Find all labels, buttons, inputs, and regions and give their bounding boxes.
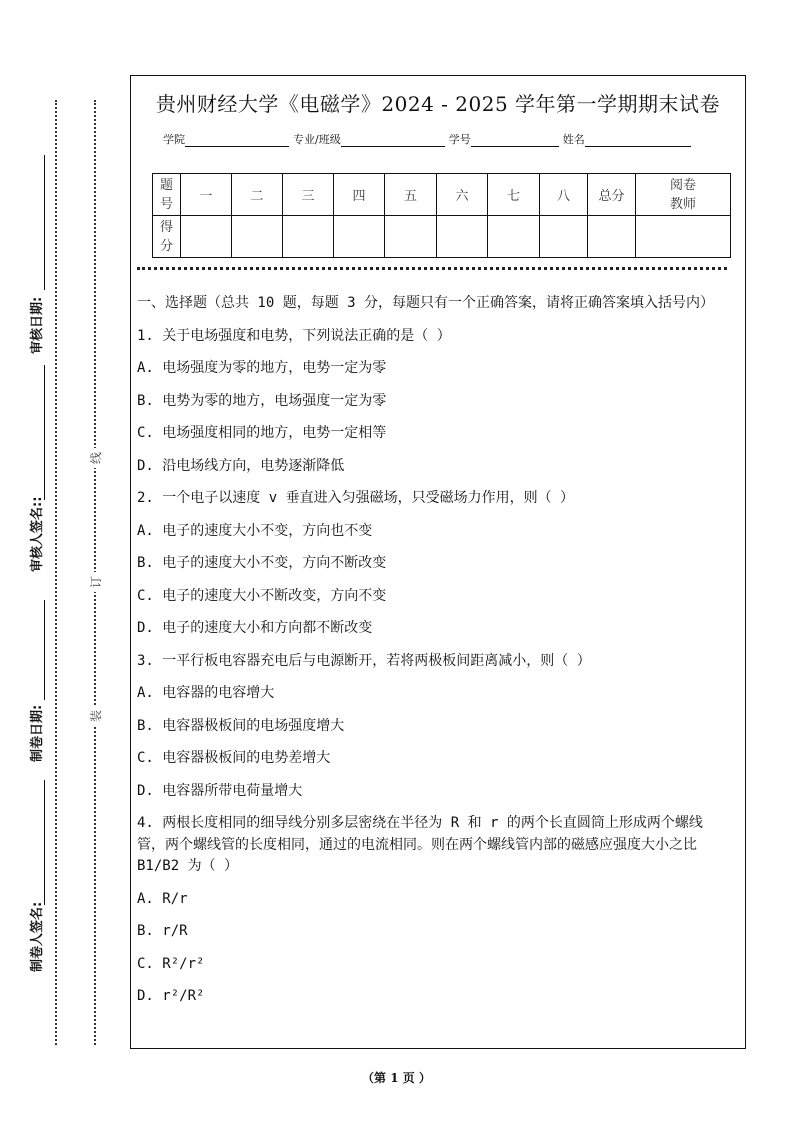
exam-title: 贵州财经大学《电磁学》2024 - 2025 学年第一学期期末试卷 <box>155 92 721 116</box>
separator-dotted-line <box>137 267 727 270</box>
questions-section <box>137 293 729 1019</box>
option: A. 电场强度为零的地方，电势一定为零 <box>137 360 387 376</box>
col-total: 总分 <box>588 174 636 216</box>
setter-signature-line <box>44 780 45 905</box>
score-table-score-row <box>153 216 731 258</box>
binding-char-line: 线 <box>86 448 106 468</box>
score-cell[interactable] <box>540 216 588 258</box>
score-cell[interactable] <box>437 216 488 258</box>
setter-date-label: 制卷日期: <box>30 704 45 762</box>
student-id-label: 学号 <box>448 133 471 146</box>
score-cell[interactable] <box>385 216 437 258</box>
question-stem: 2. 一个电子以速度 v 垂直进入匀强磁场，只受磁场力作用，则（ ） <box>137 490 574 506</box>
section-heading: 一、选择题（总共 10 题，每题 3 分，每题只有一个正确答案，请将正确答案填入括号内） <box>137 295 714 311</box>
reviewer-signature-label: 审核人签名:: <box>30 496 45 572</box>
page-number: （第 1 页 ） <box>362 1071 431 1085</box>
score-cell[interactable] <box>232 216 283 258</box>
question-stem: 4. 两根长度相同的细导线分别多层密绕在半径为 R 和 r 的两个长直圆筒上形成两个螺线管，两个螺线管的长度相同，通过的电流相同。则在两个螺线管内部的磁感应强度大小之比 B1/B2 为（ ） <box>137 815 703 874</box>
option: A. R/r <box>137 890 188 907</box>
option: C. 电容器极板间的电势差增大 <box>137 750 331 766</box>
name-label: 姓名 <box>562 133 585 146</box>
reviewer-date-label: 审核日期: <box>30 296 45 354</box>
question-stem: 1. 关于电场强度和电势，下列说法正确的是（ ） <box>137 327 451 344</box>
binding-char-bind: 装 <box>86 706 106 726</box>
col-5: 五 <box>385 174 437 216</box>
score-cell[interactable] <box>283 216 334 258</box>
col-4: 四 <box>334 174 385 216</box>
student-info-fields <box>163 131 695 147</box>
score-cell[interactable] <box>181 216 232 258</box>
score-cell[interactable] <box>636 216 731 258</box>
score-cell[interactable] <box>488 216 540 258</box>
option: D. 电子的速度大小和方向都不断改变 <box>137 620 373 636</box>
col-2: 二 <box>232 174 283 216</box>
name-field[interactable] <box>585 132 691 147</box>
score-cell[interactable] <box>334 216 385 258</box>
col-1: 一 <box>181 174 232 216</box>
score-header: 得 分 <box>153 216 181 258</box>
option: C. 电场强度相同的地方，电势一定相等 <box>137 425 387 441</box>
option: A. 电子的速度大小不变，方向也不变 <box>137 522 373 539</box>
setter-date-line <box>44 600 45 700</box>
exam-frame <box>130 75 746 1049</box>
option: C. 电子的速度大小不断改变，方向不变 <box>137 587 387 604</box>
major-class-label: 专业/班级 <box>293 133 341 146</box>
student-id-field[interactable] <box>471 132 559 147</box>
score-cell[interactable] <box>588 216 636 258</box>
option: B. r/R <box>137 923 188 939</box>
option: B. 电势为零的地方，电场强度一定为零 <box>137 392 387 409</box>
college-label: 学院 <box>163 133 185 146</box>
score-table <box>152 173 731 258</box>
setter-signature-label: 制卷人签名: <box>30 901 45 972</box>
option: D. 电容器所带电荷量增大 <box>137 782 303 799</box>
option: C. R²/r² <box>137 955 205 972</box>
option: A. 电容器的电容增大 <box>137 685 275 701</box>
col-grader: 阅卷 教师 <box>636 174 731 216</box>
college-field[interactable] <box>185 132 289 147</box>
option: D. 沿电场线方向，电势逐渐降低 <box>137 457 345 474</box>
col-3: 三 <box>283 174 334 216</box>
reviewer-date-line <box>44 155 45 290</box>
score-table-header-row <box>153 174 731 216</box>
option: B. 电容器极板间的电场强度增大 <box>137 717 345 734</box>
col-8: 八 <box>540 174 588 216</box>
binding-char-staple: 订 <box>86 572 106 592</box>
binding-dotted-line-outer <box>55 100 57 1045</box>
col-7: 七 <box>488 174 540 216</box>
option: B. 电子的速度大小不变，方向不断改变 <box>137 555 387 571</box>
col-6: 六 <box>437 174 488 216</box>
reviewer-signature-line <box>44 365 45 500</box>
question-number-header: 题 号 <box>153 174 181 216</box>
option: D. r²/R² <box>137 988 205 1004</box>
question-stem: 3. 一平行板电容器充电后与电源断开，若将两极板间距离减小，则（ ） <box>137 652 591 669</box>
major-class-field[interactable] <box>341 132 445 147</box>
